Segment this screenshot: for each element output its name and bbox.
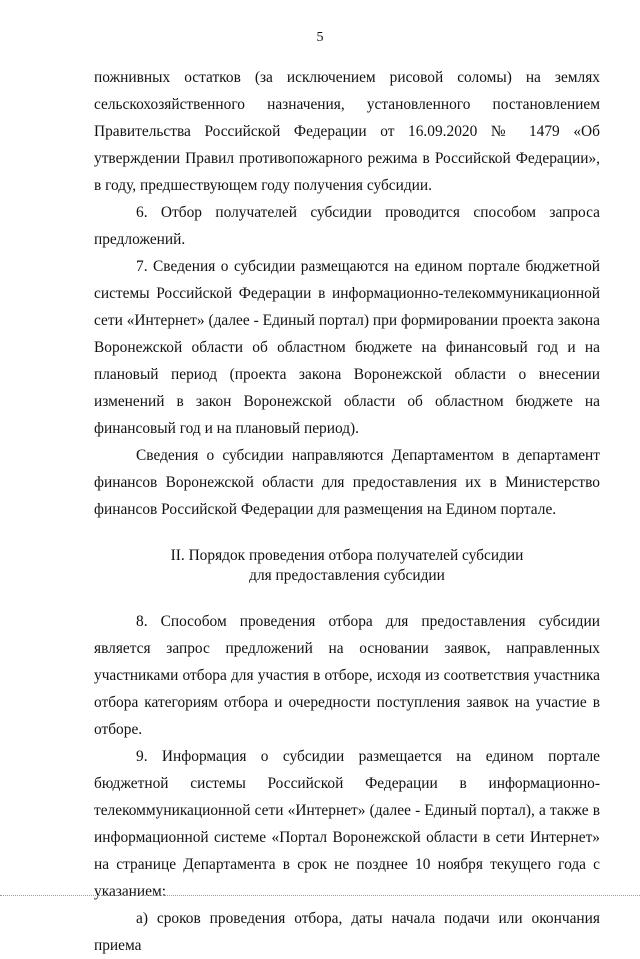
- bottom-scan-line: [0, 895, 640, 896]
- paragraph-item-8: 8. Способом проведения отбора для предоставления субсидии является запрос предложений на основании заявок, направленных участниками отбора для участия в отборе, исходя из соответствия участника отбора категориям отбора и очередности поступления заявок на участие в отборе.: [94, 613, 600, 738]
- paragraph-info-sent: Сведения о субсидии направляются Департаментом в департамент финансов Воронежской области для предоставления их в Министерство финансов Российской Федерации для размещения на Едином портале.: [94, 447, 600, 518]
- section-heading-line-2: для предоставления субсидии: [249, 567, 445, 584]
- paragraph-item-6: 6. Отбор получателей субсидии проводится способом запроса предложений.: [94, 204, 600, 248]
- document-body: [94, 64, 600, 959]
- paragraph-continuation: пожнивных остатков (за исключением рисовой соломы) на землях сельскохозяйственного назначения, установленного постановлением Правительства Российской Федерации от 16.09.2020 № 1479 «Об утверждении Правил противопожарного режима в Российской Федерации», в году, предшествующем году получения субсидии.: [94, 69, 600, 194]
- page-number: 5: [316, 30, 324, 45]
- section-heading-line-1: II. Порядок проведения отбора получателей субсидии: [170, 547, 524, 564]
- section-heading: [94, 546, 600, 586]
- paragraph-item-9a: а) сроков проведения отбора, даты начала подачи или окончания приема: [94, 910, 600, 954]
- paragraph-item-9: 9. Информация о субсидии размещается на едином портале бюджетной системы Российской Федерации в информационно-телекоммуникационной сети «Интернет» (далее - Единый портал), а также в информационной системе «Портал Воронежской области в сети Интернет» на странице Департамента в срок не позднее 10 ноября текущего года с указанием:: [94, 748, 600, 900]
- paragraph-item-7: 7. Сведения о субсидии размещаются на едином портале бюджетной системы Российской Федерации в информационно-телекоммуникационной сети «Интернет» (далее - Единый портал) при формировании проекта закона Воронежской области об областном бюджете на финансовый год и на плановый период (проекта закона Воронежской области о внесении изменений в закон Воронежской области об областном бюджете на финансовый год и на плановый период).: [94, 258, 600, 437]
